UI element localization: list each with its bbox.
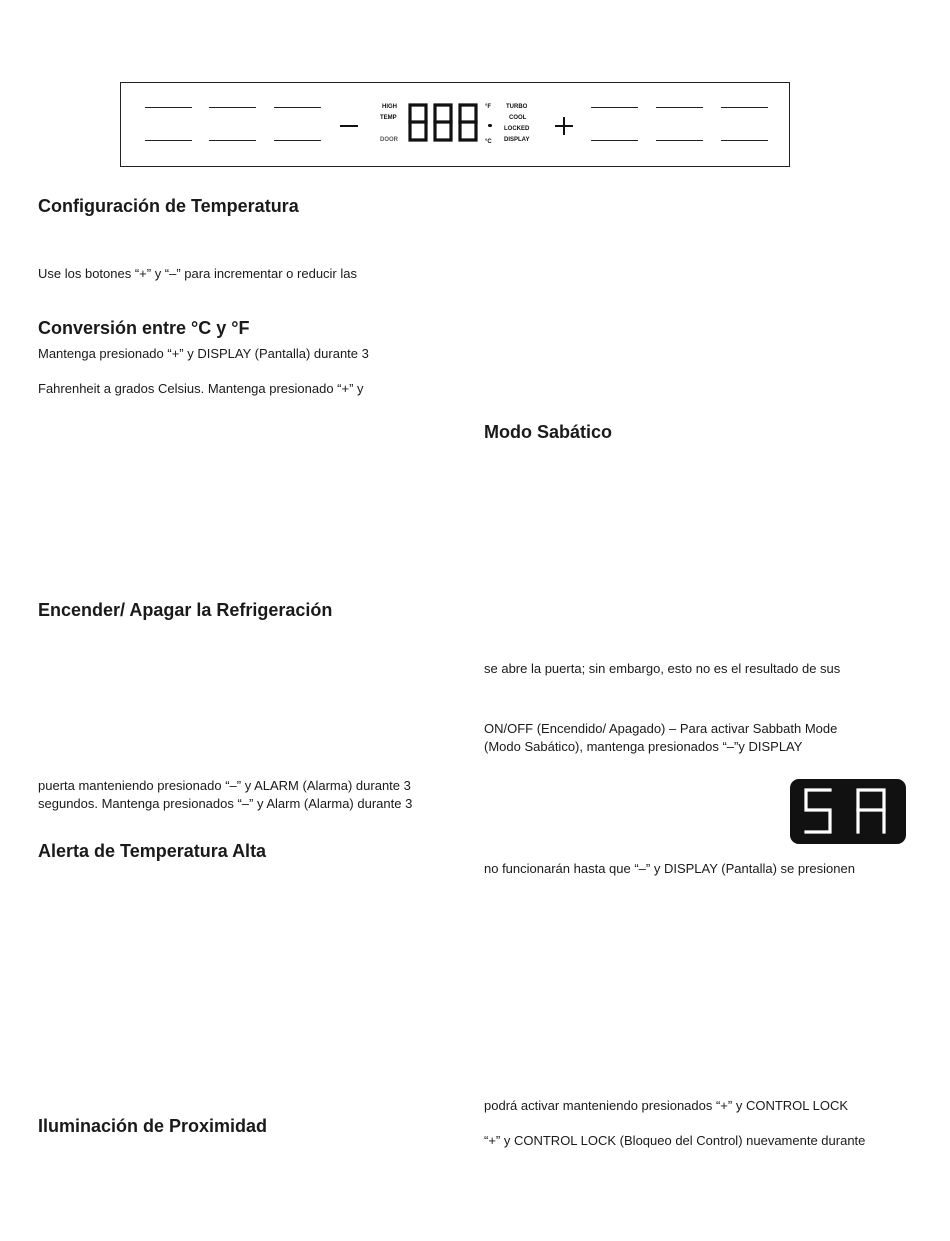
button-line (721, 107, 768, 108)
cooling-text-1: puerta manteniendo presionado “–” y ALARM (Alarma) durante 3 (38, 778, 411, 793)
button-line (591, 107, 638, 108)
fahrenheit-label: °F (485, 104, 492, 110)
control-panel-diagram (120, 82, 790, 167)
sa-digits (790, 779, 906, 844)
display-label: DISPLAY (504, 137, 530, 143)
button-line (209, 140, 256, 141)
sabbath-text-4: no funcionarán hasta que “–” y DISPLAY (Pantalla) se presionen (484, 861, 855, 876)
celsius-label: °C (485, 139, 492, 145)
button-line (145, 140, 192, 141)
button-line (656, 107, 703, 108)
control-lock-text-2: “+” y CONTROL LOCK (Bloqueo del Control) nuevamente durante (484, 1133, 866, 1148)
heading-conversion: Conversión entre °C y °F (38, 318, 250, 338)
config-temp-text: Use los botones “+” y “–” para incrementar o reducir las (38, 266, 357, 281)
heading-high-temp: Alerta de Temperatura Alta (38, 841, 267, 861)
locked-label: LOCKED (504, 126, 530, 132)
conversion-text-2: Fahrenheit a grados Celsius. Mantenga presionado “+” y (38, 381, 364, 396)
digit-display (407, 103, 479, 143)
button-line (274, 107, 321, 108)
button-line (721, 140, 768, 141)
heading-sabbath: Modo Sabático (484, 422, 613, 442)
button-line (145, 107, 192, 108)
control-lock-text-1: podrá activar manteniendo presionados “+” y CONTROL LOCK (484, 1098, 849, 1113)
high-label: HIGH (382, 104, 397, 110)
button-line (591, 140, 638, 141)
door-label: DOOR (380, 137, 398, 143)
sabbath-text-2: ON/OFF (Encendido/ Apagado) – Para activar Sabbath Mode (484, 721, 838, 736)
plus-icon-vertical (563, 117, 565, 135)
button-line (274, 140, 321, 141)
heading-proximity: Iluminación de Proximidad (38, 1116, 268, 1136)
button-line (209, 107, 256, 108)
turbo-label: TURBO (506, 104, 528, 110)
heading-cooling: Encender/ Apagar la Refrigeración (38, 600, 333, 620)
cool-label: COOL (509, 115, 527, 121)
heading-config-temp: Configuración de Temperatura (38, 196, 299, 216)
sabbath-display (790, 779, 906, 844)
temp-label: TEMP (380, 115, 397, 121)
sabbath-text-1: se abre la puerta; sin embargo, esto no es el resultado de sus (484, 661, 841, 676)
cooling-text-2: segundos. Mantenga presionados “–” y Alarm (Alarma) durante 3 (38, 796, 413, 811)
minus-icon (340, 125, 358, 127)
conversion-text-1: Mantenga presionado “+” y DISPLAY (Pantalla) durante 3 (38, 346, 369, 361)
sabbath-text-3: (Modo Sabático), mantenga presionados “–”y DISPLAY (484, 739, 803, 754)
button-line (656, 140, 703, 141)
indicator-dot (488, 124, 492, 127)
